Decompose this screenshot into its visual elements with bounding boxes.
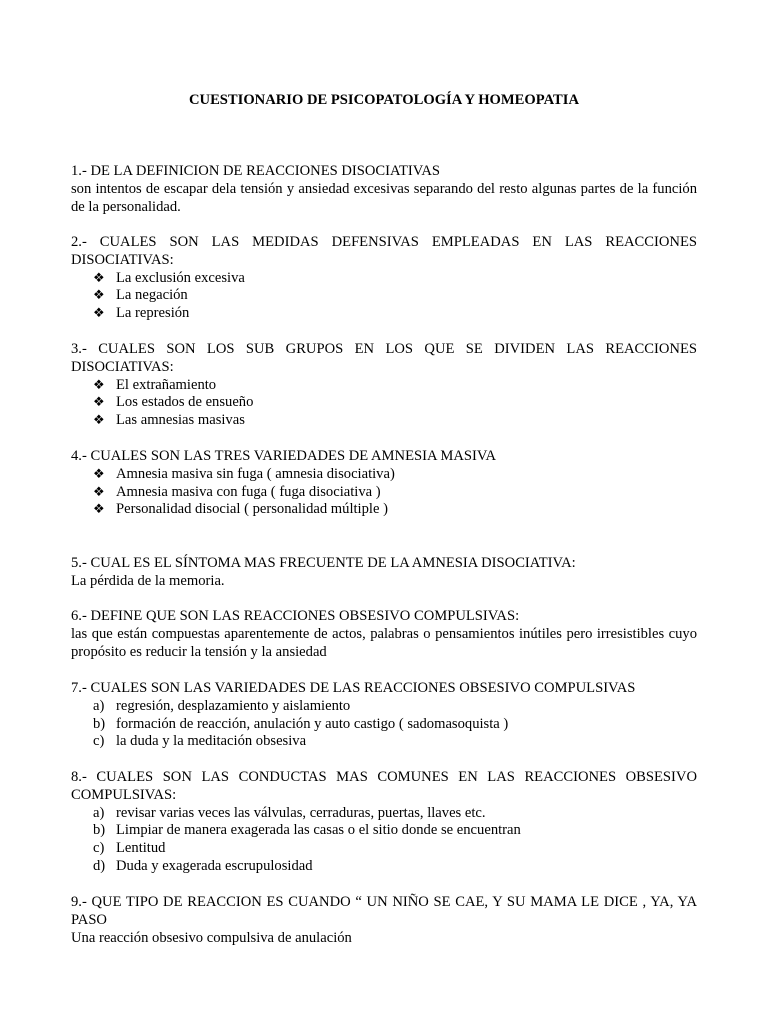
- question-8: [71, 769, 697, 876]
- list-item: ❖ Amnesia masiva sin fuga ( amnesia disociativa): [93, 465, 395, 482]
- question-text: 6.- DEFINE QUE SON LAS REACCIONES OBSESIVO COMPULSIVAS:: [71, 608, 520, 624]
- answer-list: [71, 805, 697, 876]
- list-item: a) revisar varias veces las válvulas, cerraduras, puertas, llaves etc.: [93, 804, 486, 821]
- diamond-bullet-icon: ❖: [93, 413, 105, 429]
- question-3: [71, 341, 697, 430]
- document-title: CUESTIONARIO DE PSICOPATOLOGÍA Y HOMEOPATIA: [188, 92, 580, 108]
- answer-text: Una reacción obsesivo compulsiva de anulación: [71, 929, 352, 946]
- question-text: 7.- CUALES SON LAS VARIEDADES DE LAS REACCIONES OBSESIVO COMPULSIVAS: [71, 680, 636, 696]
- list-item: ❖ Los estados de ensueño: [93, 394, 254, 411]
- list-item: b) formación de reacción, anulación y auto castigo ( sadomasoquista ): [93, 715, 509, 732]
- diamond-bullet-icon: ❖: [93, 502, 105, 518]
- question-text: 5.- CUAL ES EL SÍNTOMA MAS FRECUENTE DE LA AMNESIA DISOCIATIVA:: [71, 555, 576, 571]
- diamond-bullet-icon: ❖: [93, 270, 105, 286]
- question-5: [71, 555, 697, 591]
- diamond-bullet-icon: ❖: [93, 484, 105, 500]
- diamond-bullet-icon: ❖: [93, 395, 105, 411]
- list-item: ❖ Las amnesias masivas: [93, 412, 245, 429]
- question-text: 8.- CUALES SON LAS CONDUCTAS MAS COMUNES EN LAS REACCIONES OBSESIVO COMPULSIVAS:: [71, 769, 697, 803]
- list-item: d) Duda y exagerada escrupulosidad: [93, 857, 313, 874]
- question-text: 2.- CUALES SON LAS MEDIDAS DEFENSIVAS EMPLEADAS EN LAS REACCIONES DISOCIATIVAS:: [71, 234, 697, 268]
- list-item: ❖ Personalidad disocial ( personalidad múltiple ): [93, 501, 388, 518]
- list-item: ❖ El extrañamiento: [93, 376, 217, 393]
- answer-text: La pérdida de la memoria.: [71, 572, 225, 589]
- answer-list: [71, 698, 697, 751]
- diamond-bullet-icon: ❖: [93, 466, 105, 482]
- answer-list: [71, 270, 697, 323]
- question-1: [71, 163, 697, 216]
- question-9: [71, 894, 697, 947]
- question-7: [71, 680, 697, 751]
- diamond-bullet-icon: ❖: [93, 306, 105, 322]
- answer-text: son intentos de escapar dela tensión y ansiedad excesivas separando del resto algunas partes de la función de la personalidad.: [71, 180, 697, 215]
- question-text: 9.- QUE TIPO DE REACCION ES CUANDO “ UN NIÑO SE CAE, Y SU MAMA LE DICE , YA, YA PASO: [71, 894, 697, 928]
- question-text: 3.- CUALES SON LOS SUB GRUPOS EN LOS QUE SE DIVIDEN LAS REACCIONES DISOCIATIVAS:: [71, 341, 697, 375]
- question-6: [71, 608, 697, 661]
- list-item: a) regresión, desplazamiento y aislamiento: [93, 697, 351, 714]
- diamond-bullet-icon: ❖: [93, 377, 105, 393]
- answer-text: las que están compuestas aparentemente de actos, palabras o pensamientos inútiles pero irresistibles cuyo propósito es reducir la tensión y la ansiedad: [71, 625, 697, 660]
- list-item: ❖ Amnesia masiva con fuga ( fuga disociativa ): [93, 483, 381, 500]
- question-4: [71, 448, 697, 519]
- list-item: b) Limpiar de manera exagerada las casas o el sitio donde se encuentran: [93, 822, 521, 839]
- question-text: 1.- DE LA DEFINICION DE REACCIONES DISOCIATIVAS: [71, 163, 441, 179]
- answer-list: [71, 377, 697, 430]
- list-item: ❖ La negación: [93, 287, 188, 304]
- list-item: c) la duda y la meditación obsesiva: [93, 733, 307, 750]
- question-text: 4.- CUALES SON LAS TRES VARIEDADES DE AMNESIA MASIVA: [71, 448, 497, 464]
- list-item: ❖ La represión: [93, 305, 190, 322]
- question-2: [71, 234, 697, 323]
- answer-list: [71, 466, 697, 519]
- diamond-bullet-icon: ❖: [93, 288, 105, 304]
- list-item: ❖ La exclusión excesiva: [93, 269, 245, 286]
- list-item: c) Lentitud: [93, 840, 166, 857]
